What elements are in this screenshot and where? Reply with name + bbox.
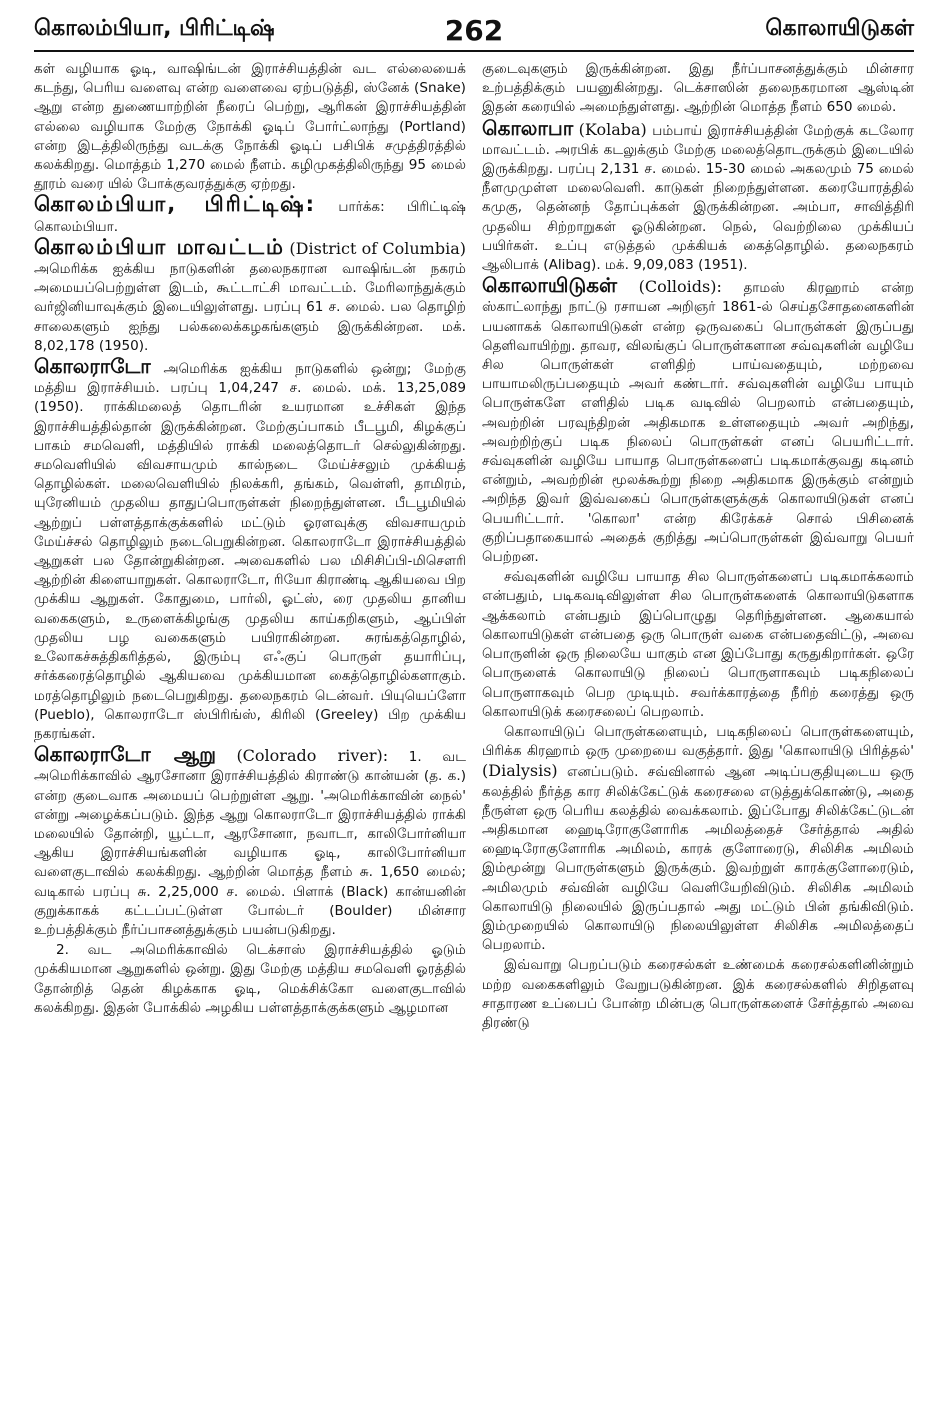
entry-headword: கொலம்பியா மாவட்டம் (34, 234, 285, 259)
paragraph: இவ்வாறு பெறப்படும் கரைசல்கள் உண்மைக் கரைசல்களினின்றும் மற்ற வகைகளிலும் வேறுபடுகின்றன. இக் கரைசல்களில் சிறிதளவு சாதாரண உப்பைப் போன்ற மின்பகு பொருள்களைச் சேர்த்தால் அவை திரண்டு (482, 957, 914, 1031)
entry-latin-name: (Colorado river): (236, 746, 389, 766)
paragraph-text: எனப்படும். சவ்வினால் ஆன அடிப்பகுதியுடைய ஒரு கலத்தில் நீர்த்த கார சிலிக்கேட்டுக் கரைசலை எடுத்துக்கொண்டு, அதை நீருள்ள ஒரு பெரிய கலத்தில் வைக்கலாம். இப்போது சிலிக்கேட்டுடன் அதிகமான ஹைடிரோகுளோரிக அமிலத்தைச் சேர்த்தால் அதில் ஹைடிரோகுளோரிக அமிலம், காரக் குளோரைடு, சிலிசிக அமிலம் இம்மூன்று பொருள்களும் இருக்கும். இவற்றுள் காரக்குளோரைடும், அமிலமும் சவ்வின் வழியே வெளியேறிவிடும். சிலிசிக அமிலம் கொலாயிடு நிலையில் இருப்பதால் அது மட்டும் பின் தங்கிவிடும். இம்முறையில் கொலாயிடு நிலையிலுள்ள சிலிசிக அமிலத்தைப் பெறலாம். (482, 764, 914, 954)
entry-headword: கொலராடோ (34, 354, 151, 379)
text-columns (34, 60, 914, 1034)
entry-body: 1. வட அமெரிக்காவில் ஆரசோனா இராச்சியத்தில் கிராண்டு கான்யன் (த. க.) என்ற குடைவாக அமையப் பெற்றுள்ள ஆறு. 'அமெரிக்காவின் நைல்' என்று அழைக்கப்படும். இந்த ஆறு கொலராடோ இராச்சியத்தில் ராக்கி மலையில் தோன்றி, யூட்டா, ஆரசோனா, நவாடா, காலிபோர்னியா ஆகிய இராச்சியங்களின் வழியாக ஓடி, காலிபோர்னியா வளைகுடாவில் கலக்கிறது. ஆற்றின் மொத்த நீளம் சு. 1,650 மைல்; வடிகால் பரப்பு சு. 2,25,000 ச. மைல். பிளாக் (Black) கான்யனின் குறுக்காகக் கட்டப்பட்டுள்ள போல்டர் (Boulder) மின்சார உற்பத்திக்கும் நீர்ப்பாசனத்துக்கும் பயன்படுகிறது. (34, 749, 467, 938)
page-header (34, 14, 914, 52)
entry-headword: கொலாபா (482, 115, 574, 140)
entry-latin-name: (Colloids): (638, 277, 722, 297)
entry-colorado-river (34, 742, 467, 940)
continued-paragraph: கள் வழியாக ஓடி, வாஷிங்டன் இராச்சியத்தின் வட எல்லையைக் கடந்து, பெரிய வளைவு என்ற வளைவை ஏற்படுத்தி, ஸ்னேக் (Snake) ஆறு என்ற துணையாற்றின் நீரைப் பெற்று, ஆரிகன் இராச்சியத்தின் எல்லை வழியாக மேற்கு நோக்கி ஓடிப் போர்ட்லாந்து (Portland) என்ற இடத்திலிருந்து வடக்கு நோக்கி ஓடிப் பசிபிக் சமுத்திரத்தில் கலக்கிறது. மொத்தம் 1,270 மைல் நீளம். கழிமுகத்திலிருந்து 95 மைல் தூரம் வரை யில் போக்குவரத்துக்கு ஏற்றது. (34, 61, 466, 193)
left-column (34, 60, 466, 1034)
inline-latin-term: (Dialysis) (482, 761, 558, 781)
entry-body: அமெரிக்க ஐக்கிய நாடுகளின் தலைநகரான வாஷிங்டன் நகரம் அமையப்பெற்றுள்ள இடம், கூட்டாட்சி மாவட்டம். மேரிலாந்துக்கும் வர்ஜினியாவுக்கும் இடையிலுள்ளது. பரப்பு 61 ச. மைல். பல தொழிற் சாலைகளும் ஐந்து பல்கலைக்கழகங்களும் இருக்கின்றன. மக். 8,02,178 (1950). (34, 261, 466, 354)
right-column (482, 60, 914, 1034)
page-number: 262 (444, 14, 504, 47)
entry-latin-name: (Kolaba) (578, 119, 647, 139)
entry-british-columbia (34, 192, 466, 236)
entry-headword: கொலராடோ ஆறு (34, 742, 216, 767)
entry-headword: கொலாயிடுகள் (482, 273, 618, 298)
paragraph: சவ்வுகளின் வழியே பாயாத சில பொருள்களைப் படிகமாக்கலாம் என்பதும், படிகவடிவிலுள்ள சில பொருள்களைக் கொலாயிடுகளாக ஆக்கலாம் என்பதும் இப்பொழுது தெரிந்துள்ளன. ஆகையால் கொலாயிடுகள் என்பதை ஒரு பொருள் வகை என்பதைவிட்டு, அவை பொருளின் ஒரு நிலையே யாகும் என இப்போது கருதுகிறார்கள். ஒரே பொருளைக் கொலாயிடு நிலைப் பொருளாகவும் படிகநிலைப் பொருளாகவும் பெற முடியும். சவர்க்காரத்தை நீரிற் கரைத்து ஒரு கொலாயிடுக் கரைசலைப் பெறலாம். (482, 569, 915, 720)
entry-kolaba (482, 115, 914, 276)
entry-body: அமெரிக்க ஐக்கிய நாடுகளில் ஒன்று; மேற்கு மத்திய இராச்சியம். பரப்பு 1,04,247 ச. மைல். மக். 13,25,089 (1950). ராக்கிமலைத் தொடரின் உயரமான உச்சிகள் இந்த இராச்சியத்தில்தான் இருக்கின்றன. மேற்குப்பாகம் பீடபூமி, கிழக்குப் பாகம் சமவெளி, மத்தியில் ராக்கி மலைத்தொடர் செல்லுகின்றது. சமவெளியில் விவசாயமும் கால்நடை மேய்ச்சலும் முக்கியத் தொழில்கள். மலைவெளியில் நிலக்கரி, தங்கம், வெள்ளி, தாமிரம், யுரேனியம் முதலிய தாதுப்பொருள்கள் நிறைந்துள்ளன. பீடபூமியில் ஆற்றுப் பள்ளத்தாக்குக்களில் மட்டும் ஓரளவுக்கு விவசாயமும் மேய்ச்சல் தொழிலும் நடைபெறுகின்றன. கொலராடோ இராச்சியத்தில் ஆறுகள் பல தோன்றுகின்றன. அவைகளில் பல மிசிசிப்பி-மிசௌரி ஆற்றின் கிளையாறுகள். கொலராடோ, ரியோ கிராண்டி ஆகியவை பிற முக்கிய ஆறுகள். கோதுமை, பார்லி, ஓட்ஸ், ரை முதலிய தானிய வகைகளும், உருளைக்கிழங்கு முதலிய காய்கறிகளும், ஆப்பிள் முதலிய பழ வகைகளும் பயிராகின்றன. சுரங்கத்தொழில், உலோகச்சுத்திகரித்தல், இரும்பு எஃகுப் பொருள் தயாரிப்பு, சர்க்கரைத்தொழில் ஆகியவை முக்கியமான கைத்தொழில்களாகும். மரத்தொழிலும் நடைபெறுகிறது. தலைநகரம் டென்வர். பியுயெப்ளோ (Pueblo), கொலராடோ ஸ்பிரிங்ஸ், கிரிலி (Greeley) பிற முக்கிய நகரங்கள். (34, 361, 466, 742)
continued-paragraph: குடைவுகளும் இருக்கின்றன. இது நீர்ப்பாசனத்துக்கும் மின்சார உற்பத்திக்கும் பயனுகின்றது. டெக்சாஸின் தலைநகரமான ஆஸ்டின் இதன் கரையில் அமைந்துள்ளது. ஆற்றின் மொத்த நீளம் 650 மைல். (482, 61, 914, 116)
entry-body: பம்பாய் இராச்சியத்தின் மேற்குக் கடலோர மாவட்டம். அரபிக் கடலுக்கும் மேற்கு மலைத்தொடருக்கும் இடையில் இருக்கிறது. பரப்பு 2,131 ச. மைல். 15-30 மைல் அகலமும் 75 மைல் நீளமுமுள்ள மலைவெளி. காடுகள் நிறைந்துள்ளன. கரையோரத்தில் கமுகு, தென்னந் தோப்புக்கள் இருக்கின்றன. அம்பா, சாவித்திரி முதலிய சிற்றாறுகள் ஓடுகின்றன. நெல், வெற்றிலை முக்கியப் பயிர்கள். உப்பு எடுத்தல் முக்கியக் கைத்தொழில். தலைநகரம் ஆலிபாக் (Alibag). மக். 9,09,083 (1951). (482, 122, 914, 274)
entry-latin-name: (District of Columbia) (289, 238, 466, 258)
paragraph (482, 723, 914, 955)
entry-colloids (482, 273, 915, 567)
running-head-right: கொலாயிடுகள் (765, 16, 914, 41)
entry-headword: கொலம்பியா, பிரிட்டிஷ்: (34, 192, 317, 217)
entry-body: பார்க்க: பிரிட்டிஷ் கொலம்பியா. (34, 199, 466, 235)
paragraph-text: கொலாயிடுப் பொருள்களையும், படிகநிலைப் பொருள்களையும், பிரிக்க கிரஹாம் ஒரு முறையை வகுத்தார். இது 'கொலாயிடு பிரித்தல்' (482, 723, 914, 760)
entry-colorado (34, 354, 466, 744)
entry-district-of-columbia (34, 234, 466, 356)
running-head-left: கொலம்பியா, பிரிட்டிஷ் (34, 16, 275, 41)
paragraph: 2. வட அமெரிக்காவில் டெக்சாஸ் இராச்சியத்தில் ஓடும் முக்கியமான ஆறுகளில் ஒன்று. இது மேற்கு மத்திய சமவெளி ஓரத்தில் தோன்றித் தென் கிழக்காக ஓடி, மெக்சிக்கோ வளைகுடாவில் கலக்கிறது. இதன் போக்கில் அழகிய பள்ளத்தாக்குக்களும் ஆழமான (34, 942, 466, 1016)
entry-body: தாமஸ் கிரஹாம் என்ற ஸ்காட்லாந்து நாட்டு ரசாயன அறிஞர் 1861-ல் செய்தசோதனைகளின் பயனாகக் கொலாயிடுகள் என்ற ஒருவகைப் பொருள்கள் இருப்பது தெளிவாயிற்று. தாவர, விலங்குப் பொருள்களான சவ்வுகளின் வழியே சில பொருள்கள் எளிதிற் பாய்வதையும், மற்றவை பாயாமலிருப்பதையும் அவர் கண்டார். சவ்வுகளின் வழியே பாயும் பொருள்களே எளிதில் படிக வடிவில் பெறலாம் என்பதையும், அவற்றின் பரவுந்திறன் அதிகமாக உள்ளதையும் அவர் அறிந்து, அவற்றிற்குப் படிக நிலைப் பொருள்கள் எனப் பெயரிட்டார். சவ்வுகளின் வழியே பாயாத பொருள்களைப் படிகமாக்குவது கடினம் என்றும், அவற்றின் மூலக்கூற்று நிறை அதிகமாக இருக்கும் என்றும் அறிந்த இவர் இவ்வகைப் பொருள்களுக்குக் கொலாயிடுகள் எனப் பெயரிட்டார். 'கொலா' என்ற கிரேக்கச் சொல் பிசினைக் குறிப்பதாகையால் அதைக் குறித்து அப்பொருள்கள் இவ்வாறு பெயர் பெற்றன. (482, 280, 915, 566)
